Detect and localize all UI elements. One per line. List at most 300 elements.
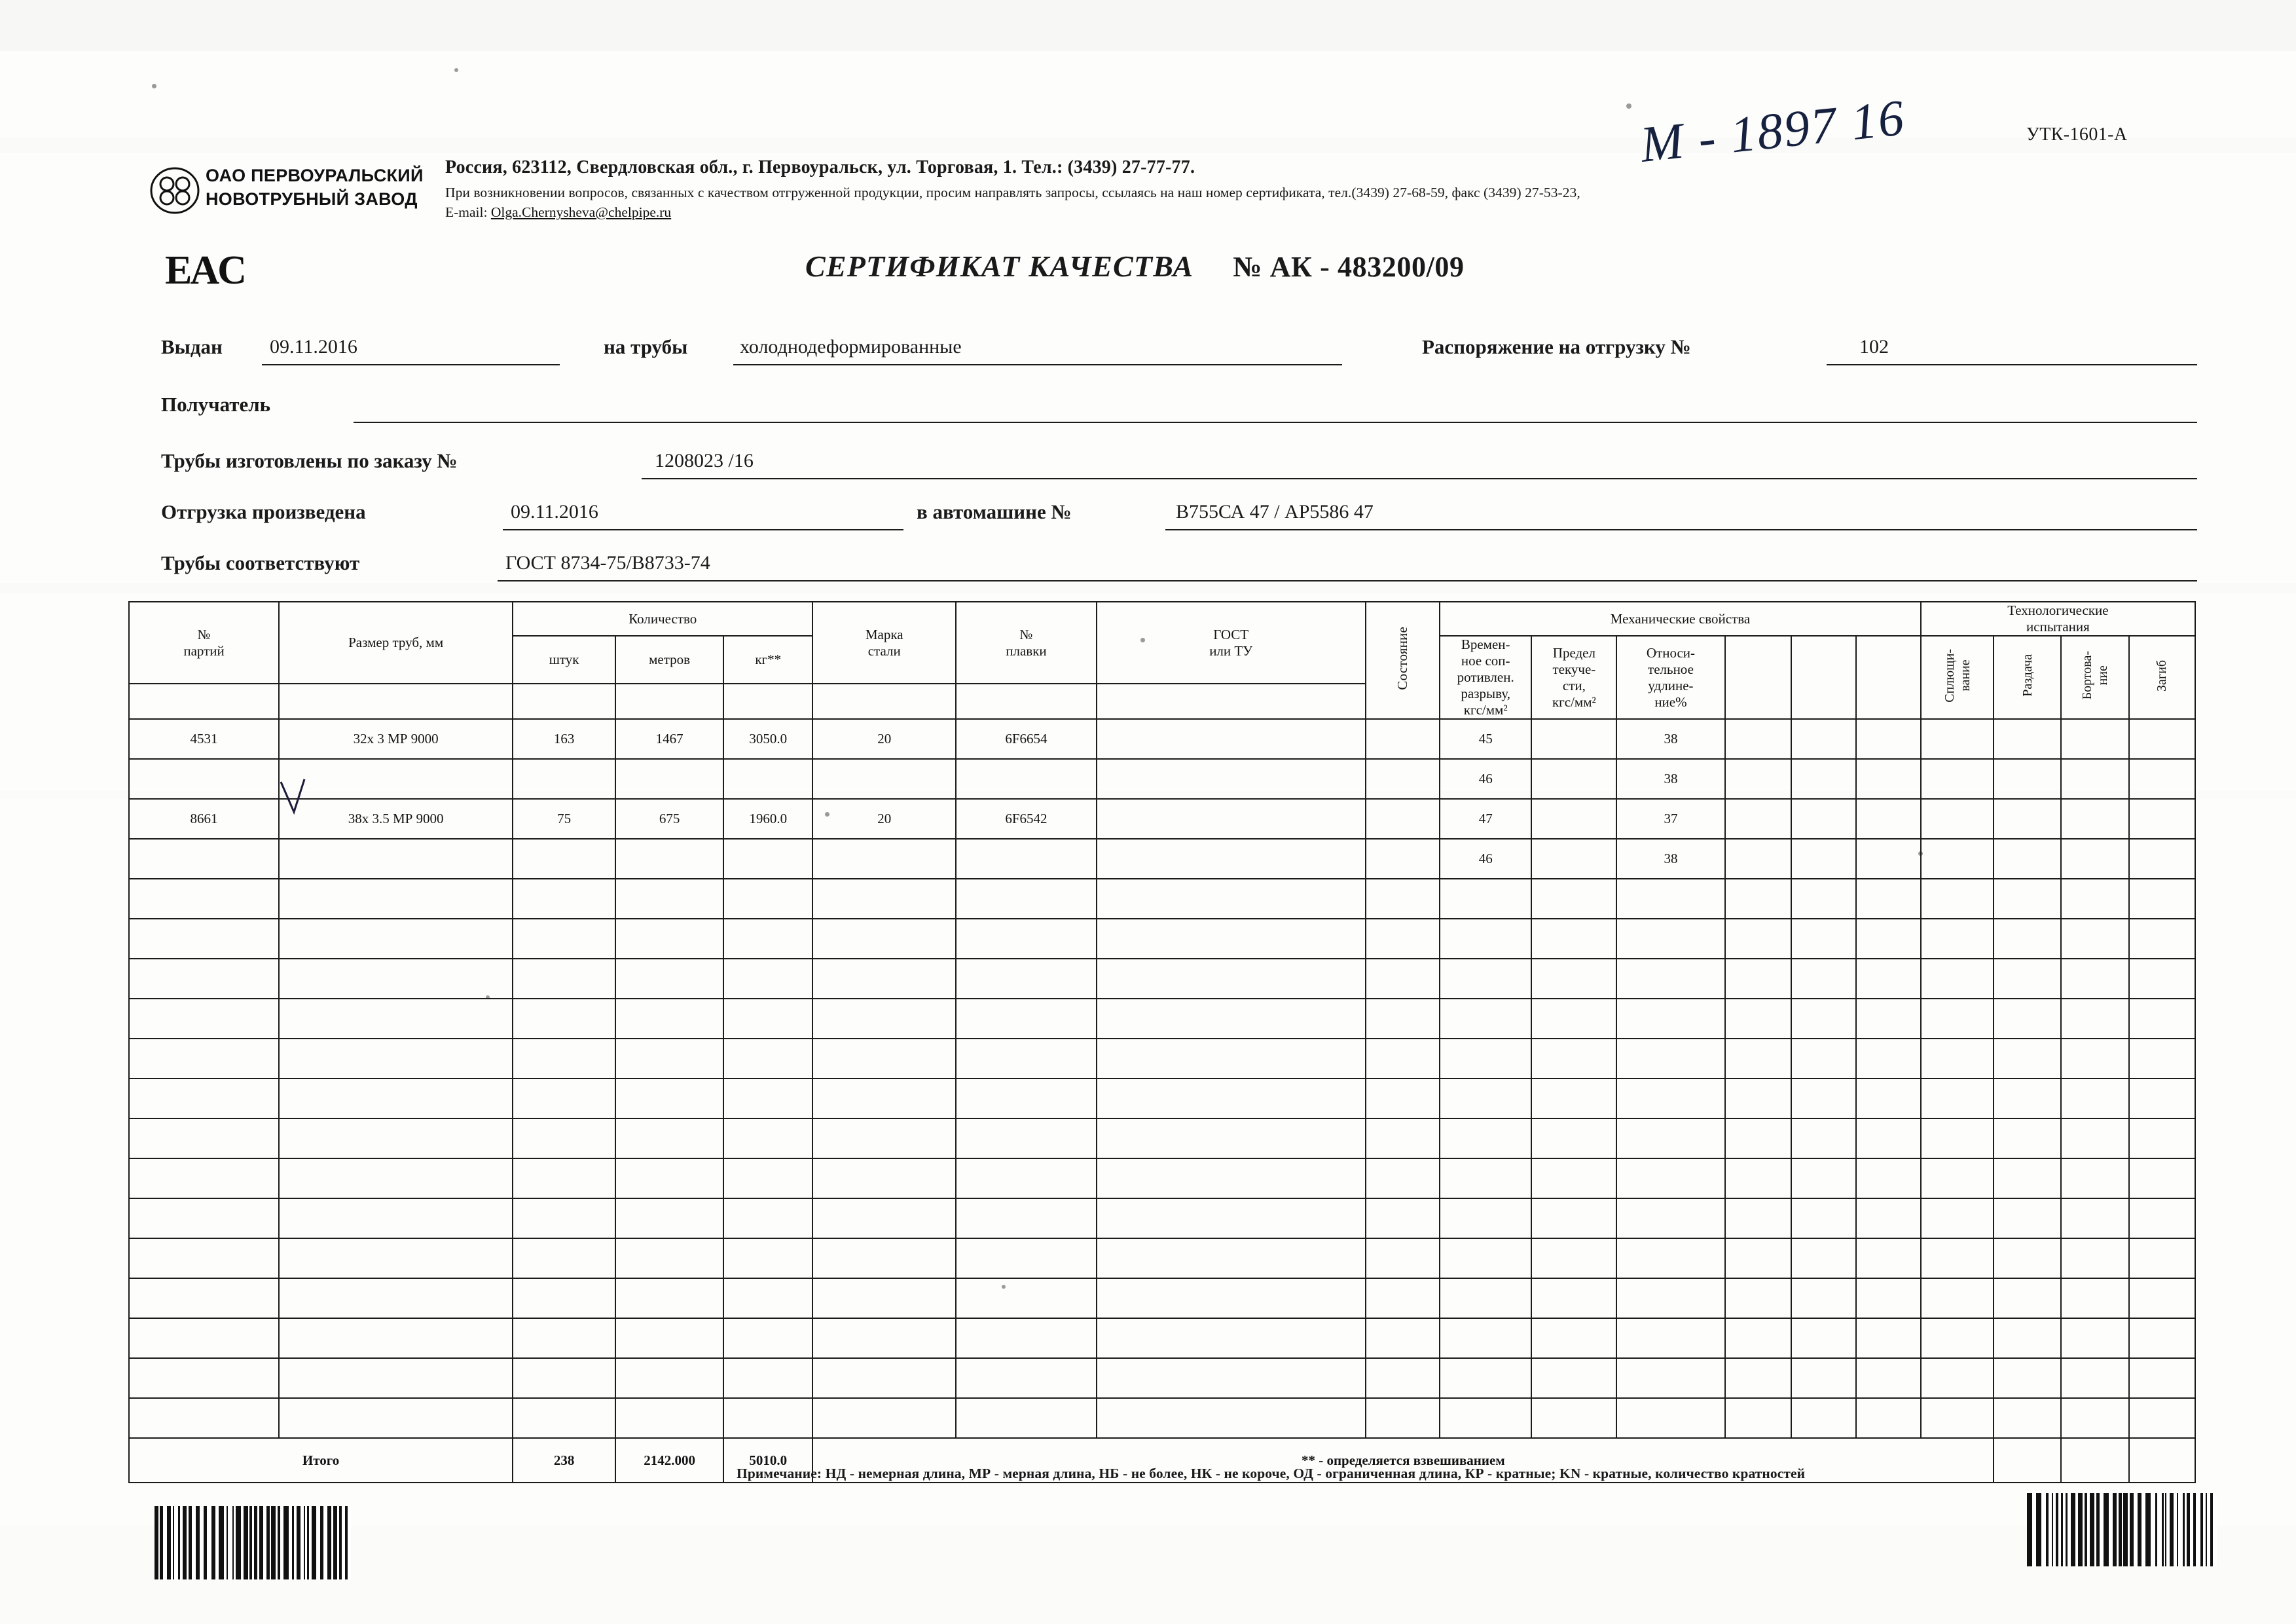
shipping-order-underline bbox=[1827, 364, 2197, 365]
cell-empty bbox=[1616, 1358, 1724, 1398]
cell-empty bbox=[1856, 1118, 1921, 1158]
cell-empty bbox=[1531, 1079, 1616, 1118]
cell-bend bbox=[2129, 759, 2195, 799]
cell-empty bbox=[513, 1238, 615, 1278]
cell-empty bbox=[1994, 1358, 2061, 1398]
cell-extra1 bbox=[1725, 719, 1791, 759]
cell-empty bbox=[1366, 959, 1440, 999]
eac-conformity-mark: ЕAC bbox=[165, 248, 245, 293]
cell-empty bbox=[1531, 959, 1616, 999]
cell-empty bbox=[1856, 1198, 1921, 1238]
handwritten-registration-number: М - 1897 16 bbox=[1637, 88, 1908, 173]
receiver-label: Получатель bbox=[161, 393, 271, 416]
cell-empty bbox=[1366, 1079, 1440, 1118]
shipping-order-value: 102 bbox=[1859, 336, 1889, 358]
cell-pieces: 163 bbox=[513, 719, 615, 759]
cell-empty bbox=[2129, 1278, 2195, 1318]
cell-flattening bbox=[1994, 719, 2061, 759]
cell-heat-no: 6F6654 bbox=[956, 719, 1097, 759]
cell-empty bbox=[1994, 1079, 2061, 1118]
scan-speck bbox=[454, 68, 458, 72]
cell-empty bbox=[1440, 1278, 1531, 1318]
cell-empty bbox=[1921, 1079, 1994, 1118]
cell-empty bbox=[2129, 879, 2195, 919]
cell-meters: 675 bbox=[615, 799, 723, 839]
cell-solidity bbox=[1921, 719, 1994, 759]
cell-empty bbox=[1097, 1238, 1366, 1278]
table-row-empty bbox=[129, 1118, 2195, 1158]
col-group-technological: Технологические испытания bbox=[1921, 602, 2195, 636]
cell-empty bbox=[615, 1318, 723, 1358]
cell-empty bbox=[1725, 1079, 1791, 1118]
cell-empty bbox=[1616, 919, 1724, 959]
receiver-underline bbox=[354, 422, 2197, 423]
cell-empty bbox=[129, 999, 279, 1039]
total-empty bbox=[1994, 1438, 2061, 1483]
cell-empty bbox=[1994, 959, 2061, 999]
cell-empty bbox=[956, 959, 1097, 999]
page-title: СЕРТИФИКАТ КАЧЕСТВА bbox=[805, 249, 1194, 283]
cell-condition bbox=[1366, 719, 1440, 759]
order-label: Трубы изготовлены по заказу № bbox=[161, 449, 458, 472]
col-gost-spacer bbox=[1097, 684, 1366, 719]
cell-empty bbox=[1856, 1318, 1921, 1358]
total-meters: 2142.000 bbox=[615, 1438, 723, 1483]
col-meters-spacer bbox=[615, 684, 723, 719]
company-logo-line1: ОАО ПЕРВОУРАЛЬСКИЙ bbox=[206, 166, 424, 185]
conformity-underline bbox=[498, 580, 2197, 581]
cell-empty bbox=[1921, 1318, 1994, 1358]
cell-size bbox=[279, 759, 513, 799]
cell-empty bbox=[1366, 1278, 1440, 1318]
table-row-empty bbox=[129, 1238, 2195, 1278]
cell-steel-grade bbox=[812, 839, 956, 879]
certificate-number-value: АК - 483200/09 bbox=[1269, 251, 1465, 283]
cell-empty bbox=[1616, 1278, 1724, 1318]
total-label: Итого bbox=[129, 1438, 513, 1483]
barcode-left bbox=[155, 1506, 351, 1579]
cell-empty bbox=[129, 1118, 279, 1158]
cell-gost bbox=[1097, 839, 1366, 879]
cell-empty bbox=[1616, 1118, 1724, 1158]
cell-empty bbox=[2061, 1278, 2128, 1318]
col-flanging: Бортова- ние bbox=[2061, 636, 2128, 719]
cell-empty bbox=[1791, 1118, 1856, 1158]
document-title-row bbox=[805, 249, 1465, 284]
cell-empty bbox=[1440, 999, 1531, 1039]
cell-empty bbox=[1097, 1158, 1366, 1198]
cell-empty bbox=[723, 959, 812, 999]
cell-empty bbox=[1725, 1358, 1791, 1398]
cell-empty bbox=[1791, 959, 1856, 999]
cell-empty bbox=[1097, 1278, 1366, 1318]
cell-empty bbox=[1097, 1079, 1366, 1118]
cell-empty bbox=[2061, 1158, 2128, 1198]
cell-gost bbox=[1097, 759, 1366, 799]
cell-extra3 bbox=[1856, 799, 1921, 839]
cell-empty bbox=[723, 999, 812, 1039]
cell-empty bbox=[279, 1039, 513, 1079]
table-group-header-row bbox=[129, 602, 2195, 636]
cell-elongation: 38 bbox=[1616, 759, 1724, 799]
cell-empty bbox=[1440, 1079, 1531, 1118]
cell-empty bbox=[812, 999, 956, 1039]
scan-speck bbox=[1626, 103, 1631, 109]
scan-edge-top bbox=[0, 0, 2296, 51]
cell-kg bbox=[723, 759, 812, 799]
cell-empty bbox=[723, 919, 812, 959]
cell-empty bbox=[1616, 1158, 1724, 1198]
cell-empty bbox=[1531, 1039, 1616, 1079]
cell-empty bbox=[279, 919, 513, 959]
cell-empty bbox=[615, 879, 723, 919]
cell-empty bbox=[279, 1398, 513, 1438]
cell-empty bbox=[2061, 879, 2128, 919]
col-tensile: Времен- ное соп- ротивлен. разрыву, кгс/мм² bbox=[1440, 636, 1531, 719]
cell-extra2 bbox=[1791, 719, 1856, 759]
table-row bbox=[129, 759, 2195, 799]
col-yield: Предел текуче- сти, кгс/мм² bbox=[1531, 636, 1616, 719]
cell-empty bbox=[279, 999, 513, 1039]
cell-yield bbox=[1531, 759, 1616, 799]
col-extra2 bbox=[1791, 636, 1856, 719]
cell-empty bbox=[2061, 1079, 2128, 1118]
cell-condition bbox=[1366, 799, 1440, 839]
company-logo-line2: НОВОТРУБНЫЙ ЗАВОД bbox=[206, 189, 418, 209]
company-contact-note: При возникновении вопросов, связанных с качеством отгруженной продукции, просим направлять запросы, ссылаясь на наш номер сертификата, тел.(3439) 27-68-59, факс (3439) 27-53-23, bbox=[445, 185, 1580, 200]
cell-heat-no bbox=[956, 839, 1097, 879]
cell-empty bbox=[129, 1158, 279, 1198]
cell-empty bbox=[1921, 879, 1994, 919]
cell-empty bbox=[1791, 999, 1856, 1039]
col-elongation: Относи- тельное удлине- ние% bbox=[1616, 636, 1724, 719]
cell-empty bbox=[1725, 879, 1791, 919]
cell-empty bbox=[1616, 959, 1724, 999]
cell-empty bbox=[513, 999, 615, 1039]
cell-empty bbox=[1856, 1039, 1921, 1079]
cell-empty bbox=[1531, 1198, 1616, 1238]
cell-empty bbox=[812, 1039, 956, 1079]
cell-empty bbox=[513, 1398, 615, 1438]
cell-empty bbox=[1791, 1318, 1856, 1358]
cell-empty bbox=[723, 879, 812, 919]
vehicle-label: в автомашине № bbox=[917, 500, 1072, 523]
cell-empty bbox=[129, 919, 279, 959]
cell-empty bbox=[1994, 1158, 2061, 1198]
cell-heat-no: 6F6542 bbox=[956, 799, 1097, 839]
cell-solidity bbox=[1921, 799, 1994, 839]
cell-extra1 bbox=[1725, 799, 1791, 839]
table-row bbox=[129, 719, 2195, 759]
cell-empty bbox=[956, 1278, 1097, 1318]
cell-empty bbox=[1440, 959, 1531, 999]
cell-empty bbox=[1725, 1238, 1791, 1278]
cell-bend bbox=[2129, 799, 2195, 839]
cell-condition bbox=[1366, 759, 1440, 799]
cell-extra3 bbox=[1856, 719, 1921, 759]
cell-empty bbox=[1440, 1318, 1531, 1358]
total-note: ** - определяется взвешиванием bbox=[812, 1438, 1994, 1483]
cell-empty bbox=[513, 1118, 615, 1158]
col-extra1 bbox=[1725, 636, 1791, 719]
cell-empty bbox=[812, 1278, 956, 1318]
cell-pieces bbox=[513, 759, 615, 799]
cell-size: 32х 3 МР 9000 bbox=[279, 719, 513, 759]
certificate-number-label: № bbox=[1233, 251, 1263, 283]
cell-empty bbox=[812, 1158, 956, 1198]
cell-empty bbox=[1921, 1198, 1994, 1238]
cell-empty bbox=[723, 1278, 812, 1318]
cell-empty bbox=[2129, 999, 2195, 1039]
cell-empty bbox=[956, 1158, 1097, 1198]
cell-empty bbox=[1994, 1118, 2061, 1158]
cell-empty bbox=[1616, 1079, 1724, 1118]
cell-empty bbox=[1366, 1158, 1440, 1198]
cell-heat-no bbox=[956, 759, 1097, 799]
cell-flattening bbox=[1994, 839, 2061, 879]
cell-empty bbox=[1440, 1158, 1531, 1198]
order-value: 1208023 /16 bbox=[655, 450, 754, 471]
cell-empty bbox=[812, 1118, 956, 1158]
cell-empty bbox=[956, 879, 1097, 919]
cell-tensile: 46 bbox=[1440, 839, 1531, 879]
cell-empty bbox=[279, 1079, 513, 1118]
cell-yield bbox=[1531, 799, 1616, 839]
cell-empty bbox=[1791, 1039, 1856, 1079]
total-pieces: 238 bbox=[513, 1438, 615, 1483]
cell-empty bbox=[1366, 1318, 1440, 1358]
cell-empty bbox=[1921, 959, 1994, 999]
cell-empty bbox=[723, 1238, 812, 1278]
table-row bbox=[129, 839, 2195, 879]
company-address-block bbox=[445, 157, 2121, 221]
cell-empty bbox=[1531, 1278, 1616, 1318]
cell-solidity bbox=[1921, 839, 1994, 879]
cell-empty bbox=[956, 919, 1097, 959]
cell-empty bbox=[1856, 1238, 1921, 1278]
cell-steel-grade: 20 bbox=[812, 799, 956, 839]
cell-gost bbox=[1097, 719, 1366, 759]
cell-empty bbox=[723, 1198, 812, 1238]
certificate-number bbox=[1233, 251, 1464, 283]
cell-empty bbox=[1921, 1358, 1994, 1398]
cell-empty bbox=[513, 1198, 615, 1238]
cell-empty bbox=[1366, 879, 1440, 919]
cell-empty bbox=[812, 919, 956, 959]
cell-empty bbox=[1531, 1318, 1616, 1358]
cell-lot: 4531 bbox=[129, 719, 279, 759]
cell-empty bbox=[615, 1278, 723, 1318]
col-steel-grade: Марка стали bbox=[812, 602, 956, 684]
cell-empty bbox=[2129, 1198, 2195, 1238]
cell-empty bbox=[1616, 999, 1724, 1039]
table-row-empty bbox=[129, 1158, 2195, 1198]
table-row-empty bbox=[129, 1398, 2195, 1438]
col-gost: ГОСТ или ТУ bbox=[1097, 602, 1366, 684]
scan-speck bbox=[152, 84, 156, 88]
cell-flattening bbox=[1994, 759, 2061, 799]
table-row-empty bbox=[129, 919, 2195, 959]
pipes-label: на трубы bbox=[604, 335, 688, 358]
cell-empty bbox=[1097, 1198, 1366, 1238]
cell-empty bbox=[1531, 1238, 1616, 1278]
cell-empty bbox=[1366, 1198, 1440, 1238]
cell-empty bbox=[1921, 1278, 1994, 1318]
cell-empty bbox=[279, 1358, 513, 1398]
cell-extra2 bbox=[1791, 759, 1856, 799]
cell-empty bbox=[1791, 1198, 1856, 1238]
cell-empty bbox=[1097, 1358, 1366, 1398]
table-row-empty bbox=[129, 1358, 2195, 1398]
cell-empty bbox=[1531, 919, 1616, 959]
cell-empty bbox=[513, 879, 615, 919]
cell-empty bbox=[615, 1358, 723, 1398]
vehicle-underline bbox=[1165, 529, 2197, 530]
cell-tensile: 45 bbox=[1440, 719, 1531, 759]
col-bend: Загиб bbox=[2129, 636, 2195, 719]
cell-empty bbox=[1725, 1278, 1791, 1318]
cell-empty bbox=[1097, 999, 1366, 1039]
cell-empty bbox=[513, 1318, 615, 1358]
table-row-empty bbox=[129, 879, 2195, 919]
cell-empty bbox=[723, 1358, 812, 1398]
col-condition-label: Состояние bbox=[1394, 627, 1411, 690]
cell-empty bbox=[1791, 1238, 1856, 1278]
col-extra3 bbox=[1856, 636, 1921, 719]
issued-value: 09.11.2016 bbox=[270, 336, 357, 358]
cell-empty bbox=[812, 1079, 956, 1118]
cell-empty bbox=[1097, 1318, 1366, 1358]
cell-empty bbox=[1856, 1158, 1921, 1198]
table-row-empty bbox=[129, 1198, 2195, 1238]
cell-empty bbox=[129, 879, 279, 919]
col-condition bbox=[1366, 602, 1440, 719]
cell-empty bbox=[1440, 1358, 1531, 1398]
cell-empty bbox=[279, 1278, 513, 1318]
cell-empty bbox=[1366, 1398, 1440, 1438]
cell-elongation: 38 bbox=[1616, 719, 1724, 759]
cell-kg bbox=[723, 839, 812, 879]
cell-empty bbox=[1531, 1358, 1616, 1398]
cell-empty bbox=[513, 1358, 615, 1398]
col-group-quantity: Количество bbox=[513, 602, 812, 636]
cell-empty bbox=[129, 1198, 279, 1238]
cell-empty bbox=[129, 1238, 279, 1278]
cell-empty bbox=[513, 919, 615, 959]
cell-empty bbox=[1994, 999, 2061, 1039]
cell-kg: 3050.0 bbox=[723, 719, 812, 759]
cell-kg: 1960.0 bbox=[723, 799, 812, 839]
cell-empty bbox=[129, 1039, 279, 1079]
cell-empty bbox=[279, 959, 513, 999]
cell-lot bbox=[129, 839, 279, 879]
cell-empty bbox=[2129, 1238, 2195, 1278]
cell-empty bbox=[1725, 919, 1791, 959]
cell-empty bbox=[1921, 1039, 1994, 1079]
pntz-logo-icon bbox=[149, 166, 200, 215]
cell-empty bbox=[129, 959, 279, 999]
col-size: Размер труб, мм bbox=[279, 602, 513, 684]
cell-empty bbox=[1616, 879, 1724, 919]
cell-empty bbox=[812, 1238, 956, 1278]
table-row-empty bbox=[129, 1039, 2195, 1079]
cell-empty bbox=[615, 1398, 723, 1438]
email-label: E-mail: bbox=[445, 204, 488, 220]
table-row bbox=[129, 799, 2195, 839]
cell-empty bbox=[1366, 1238, 1440, 1278]
cell-extra2 bbox=[1791, 799, 1856, 839]
cell-flanging bbox=[2061, 719, 2128, 759]
cell-empty bbox=[812, 1198, 956, 1238]
cell-empty bbox=[956, 1079, 1097, 1118]
cell-bend bbox=[2129, 839, 2195, 879]
shipment-label: Отгрузка произведена bbox=[161, 500, 366, 523]
cell-empty bbox=[956, 1118, 1097, 1158]
cell-lot bbox=[129, 759, 279, 799]
cell-lot: 8661 bbox=[129, 799, 279, 839]
cell-empty bbox=[956, 1198, 1097, 1238]
cell-empty bbox=[1366, 1358, 1440, 1398]
cell-empty bbox=[1791, 1079, 1856, 1118]
email-link[interactable]: Olga.Chernysheva@chelpipe.ru bbox=[490, 204, 672, 220]
cell-empty bbox=[2061, 1358, 2128, 1398]
form-code: УТК-1601-А bbox=[2026, 124, 2128, 145]
cell-empty bbox=[1994, 879, 2061, 919]
cell-empty bbox=[513, 1158, 615, 1198]
cell-solidity bbox=[1921, 759, 1994, 799]
cell-empty bbox=[1994, 1238, 2061, 1278]
table-footnote: Примечание: НД - немерная длина, МР - мерная длина, НБ - не более, НК - не короче, ОД - ограниченная длина, КР - кратные; KN - кратные, количество кратностей bbox=[737, 1466, 1806, 1481]
cell-empty bbox=[2129, 1039, 2195, 1079]
table-row-empty bbox=[129, 1278, 2195, 1318]
cell-extra3 bbox=[1856, 759, 1921, 799]
cell-empty bbox=[1856, 999, 1921, 1039]
cell-empty bbox=[1994, 919, 2061, 959]
cell-empty bbox=[1725, 1398, 1791, 1438]
barcode-right bbox=[2027, 1493, 2217, 1566]
scan-band-2 bbox=[0, 583, 2296, 593]
cell-empty bbox=[812, 959, 956, 999]
cell-empty bbox=[615, 1198, 723, 1238]
cell-empty bbox=[1994, 1278, 2061, 1318]
col-meters: метров bbox=[615, 636, 723, 684]
cell-empty bbox=[615, 1158, 723, 1198]
cell-empty bbox=[1531, 999, 1616, 1039]
cell-empty bbox=[723, 1039, 812, 1079]
cell-empty bbox=[1921, 1118, 1994, 1158]
cell-empty bbox=[812, 1318, 956, 1358]
cell-empty bbox=[1440, 1398, 1531, 1438]
issued-underline bbox=[262, 364, 560, 365]
pipes-underline bbox=[733, 364, 1342, 365]
cell-extra1 bbox=[1725, 839, 1791, 879]
cell-empty bbox=[812, 1398, 956, 1438]
cell-empty bbox=[129, 1398, 279, 1438]
cell-empty bbox=[1531, 879, 1616, 919]
cell-empty bbox=[615, 959, 723, 999]
col-lot-spacer bbox=[129, 684, 279, 719]
total-empty bbox=[2061, 1438, 2128, 1483]
cell-empty bbox=[956, 1039, 1097, 1079]
col-heat-no: № плавки bbox=[956, 602, 1097, 684]
shipment-underline bbox=[503, 529, 903, 530]
cell-empty bbox=[956, 1358, 1097, 1398]
cell-empty bbox=[279, 1158, 513, 1198]
cell-empty bbox=[1531, 1158, 1616, 1198]
cell-empty bbox=[2129, 919, 2195, 959]
cell-empty bbox=[1366, 1118, 1440, 1158]
cell-empty bbox=[1994, 1198, 2061, 1238]
